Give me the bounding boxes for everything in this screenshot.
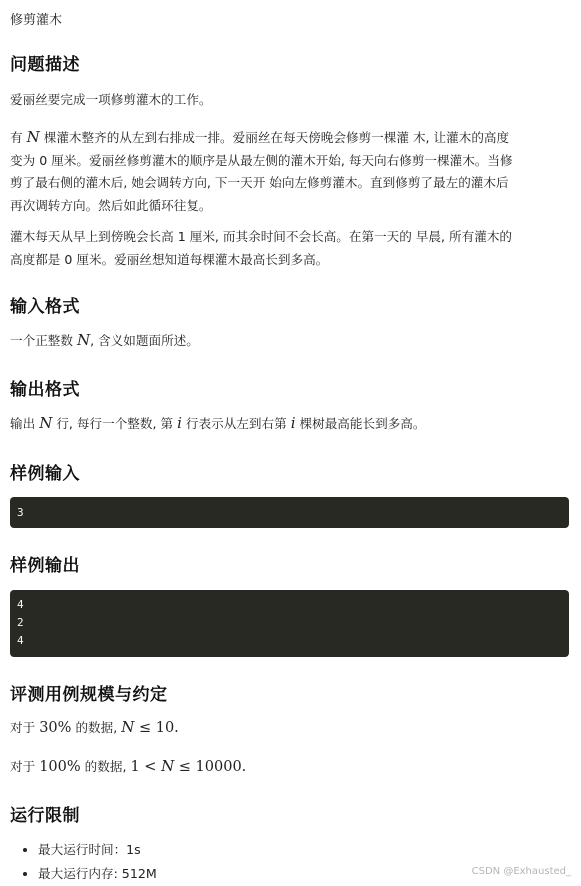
- problem-description: [10, 126, 570, 217]
- limits-heading: 运行限制: [10, 806, 80, 826]
- code-line: 4: [17, 634, 24, 647]
- constraint-100: [10, 755, 570, 779]
- var-n: N: [39, 414, 53, 432]
- constraint-expression: ≤ 10.: [134, 720, 179, 736]
- sample-input-code-block: [10, 497, 569, 528]
- sample-output-code-block: [10, 590, 569, 657]
- var-i: i: [177, 414, 182, 432]
- output-format-text: [10, 412, 570, 436]
- input-text: 一个正整数: [10, 333, 77, 348]
- sample-output-heading: 样例输出: [10, 556, 80, 576]
- constraint-expression: ≤ 10000.: [174, 759, 247, 775]
- code-line: 2: [17, 616, 24, 629]
- problem-text: 再次调转方向。然后如此循环往复。: [10, 197, 212, 213]
- percent-value: 30%: [39, 720, 72, 736]
- output-format-heading: 输出格式: [10, 380, 80, 400]
- limit-item-time: • 最大运行时间：1s: [38, 838, 157, 862]
- var-n: N: [161, 757, 175, 775]
- problem-text: 灌木每天从早上到傍晚会长高 1 厘米, 而其余时间不会长高。在第一天的 早晨, 所有灌木的: [10, 229, 513, 244]
- watermark: CSDN @Exhausted_: [471, 866, 571, 877]
- var-n: N: [26, 128, 40, 146]
- output-text: 行, 每行一个整数, 第: [52, 416, 178, 431]
- constraints-heading: 评测用例规模与约定: [10, 685, 168, 705]
- percent-value: 100%: [39, 759, 81, 775]
- constraint-30: [10, 716, 570, 740]
- var-i: i: [290, 414, 296, 432]
- limits-list: [20, 838, 157, 886]
- output-text: 输出: [10, 416, 40, 431]
- problem-text: 高度都是 0 厘米。爱丽丝想知道每棵灌木最高长到多高。: [10, 251, 329, 267]
- problem-growth: [10, 226, 570, 271]
- var-n: N: [76, 331, 91, 349]
- output-text: 棵树最高能长到多高。: [295, 416, 426, 431]
- input-text: , 含义如题面所述。: [90, 333, 199, 348]
- page-title: 修剪灌木: [10, 13, 63, 28]
- limit-item-memory: • 最大运行内存: 512M: [38, 862, 157, 886]
- problem-text: 有: [10, 130, 27, 145]
- var-n: N: [121, 718, 135, 736]
- constraint-text: 的数据,: [71, 720, 122, 735]
- output-text: 行表示从左到右第: [181, 416, 291, 431]
- problem-text: 剪了最右侧的灌木后, 她会调转方向, 下一天开 始向左修剪灌木。直到修剪了最左的灌木后: [10, 175, 509, 190]
- input-format-heading: 输入格式: [10, 297, 80, 317]
- constraint-expression: 1 <: [130, 759, 162, 775]
- code-line: 4: [17, 598, 24, 611]
- constraint-text: 对于: [10, 720, 40, 735]
- sample-input-heading: 样例输入: [10, 464, 80, 484]
- problem-heading: 问题描述: [10, 55, 80, 75]
- problem-text: 变为 0 厘米。爱丽丝修剪灌木的顺序是从最左侧的灌木开始, 每天向右修剪一棵灌木。当修: [10, 152, 513, 168]
- problem-text: 棵灌木整齐的从左到右排成一排。爱丽丝在每天傍晚会修剪一棵灌 木, 让灌木的高度: [39, 130, 510, 145]
- constraint-text: 对于: [10, 759, 40, 774]
- code-line: 3: [17, 506, 24, 519]
- problem-intro: 爱丽丝要完成一项修剪灌木的工作。: [10, 92, 212, 107]
- input-format-text: [10, 329, 570, 353]
- constraint-text: 的数据,: [80, 759, 131, 774]
